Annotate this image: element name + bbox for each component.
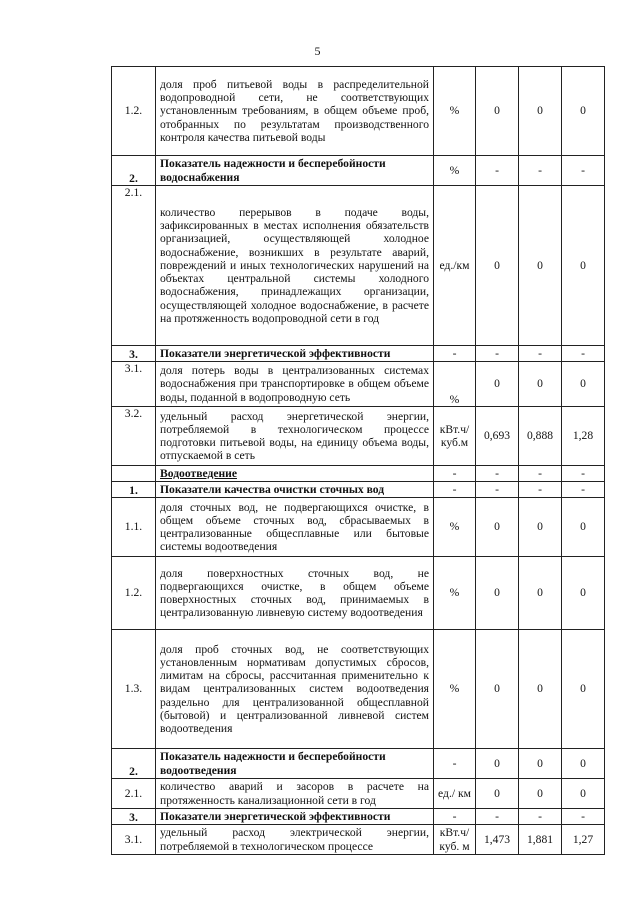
table-row (112, 466, 605, 482)
indicators-table (111, 66, 605, 855)
row-value-2: - (519, 482, 562, 498)
row-description: удельный расход энергетической энергии, потребляемой в технологическом процессе подготовки питьевой воды, на единицу объема воды, отпускаемой в сеть (156, 407, 434, 466)
row-value-3: 1,27 (562, 825, 605, 855)
row-number: 1. (112, 482, 156, 498)
row-description: удельный расход электрической энергии, потребляемой в технологическом процессе (156, 825, 434, 855)
row-description: Показатели качества очистки сточных вод (156, 482, 434, 498)
row-description: Показатели энергетической эффективности (156, 809, 434, 825)
row-number: 3.1. (112, 825, 156, 855)
row-number: 1.2. (112, 67, 156, 156)
row-value-1: 1,473 (476, 825, 519, 855)
table-row (112, 779, 605, 809)
row-value-2: 0,888 (519, 407, 562, 466)
row-number: 2.1. (112, 186, 156, 346)
row-value-3: 0 (562, 557, 605, 630)
row-unit: - (434, 482, 476, 498)
row-value-3: - (562, 809, 605, 825)
row-number: 1.1. (112, 498, 156, 557)
row-number (112, 466, 156, 482)
row-value-3: - (562, 346, 605, 362)
table-row (112, 156, 605, 186)
row-value-1: 0 (476, 498, 519, 557)
row-value-2: 0 (519, 362, 562, 407)
row-value-3: 0 (562, 362, 605, 407)
row-value-1: 0 (476, 557, 519, 630)
row-value-1: 0 (476, 186, 519, 346)
table-row (112, 557, 605, 630)
table-row (112, 630, 605, 749)
row-unit: % (434, 67, 476, 156)
row-description: доля потерь воды в централизованных системах водоснабжения при транспортировке в общем объеме воды, поданной в водопроводную сеть (156, 362, 434, 407)
row-value-1: 0 (476, 362, 519, 407)
row-unit: % (434, 630, 476, 749)
row-description: доля проб сточных вод, не соответствующих установленным нормативам допустимых сбросов, лимитам на сбросы, рассчитанная применительно к видам централизованных систем водоотведения раздельно для централизованной общесплавной (бытовой) и централизованной ливневой систем водоотведения (156, 630, 434, 749)
row-value-1: 0 (476, 67, 519, 156)
row-value-3: 0 (562, 749, 605, 779)
row-value-2: - (519, 156, 562, 186)
row-number: 2.1. (112, 779, 156, 809)
row-unit: % (434, 362, 476, 407)
row-number: 3. (112, 346, 156, 362)
indicators-table-body (112, 67, 605, 855)
row-value-2: 0 (519, 630, 562, 749)
row-value-3: 1,28 (562, 407, 605, 466)
row-value-2: - (519, 346, 562, 362)
row-value-3: 0 (562, 779, 605, 809)
row-value-2: 0 (519, 557, 562, 630)
row-value-2: 0 (519, 779, 562, 809)
row-value-2: 0 (519, 749, 562, 779)
row-value-1: 0 (476, 779, 519, 809)
row-number: 2. (112, 749, 156, 779)
row-value-1: - (476, 346, 519, 362)
row-value-1: - (476, 466, 519, 482)
table-row (112, 67, 605, 156)
row-value-3: - (562, 156, 605, 186)
row-value-2: 0 (519, 67, 562, 156)
table-row (112, 346, 605, 362)
row-unit: - (434, 749, 476, 779)
table-row (112, 825, 605, 855)
row-value-1: 0,693 (476, 407, 519, 466)
row-description: доля поверхностных сточных вод, не подвергающихся очистке, в общем объеме поверхностных сточных вод, принимаемых в централизованную ливневую систему водоотведения (156, 557, 434, 630)
row-description: Водоотведение (156, 466, 434, 482)
row-value-3: 0 (562, 498, 605, 557)
table-row (112, 498, 605, 557)
row-unit: кВт.ч/ куб.м (434, 407, 476, 466)
row-unit: - (434, 466, 476, 482)
row-value-3: 0 (562, 186, 605, 346)
table-row (112, 407, 605, 466)
row-number: 3. (112, 809, 156, 825)
table-row (112, 186, 605, 346)
row-unit: % (434, 557, 476, 630)
page-number: 5 (314, 44, 321, 58)
row-number: 2. (112, 156, 156, 186)
row-value-3: 0 (562, 630, 605, 749)
row-unit: ед./ км (434, 779, 476, 809)
row-value-3: - (562, 482, 605, 498)
row-value-1: - (476, 156, 519, 186)
row-description: доля проб питьевой воды в распределительной водопроводной сети, не соответствующих установленным требованиям, в общем объеме проб, отобранных по результатам производственного контроля качества питьевой воды (156, 67, 434, 156)
row-value-2: - (519, 809, 562, 825)
row-description: доля сточных вод, не подвергающихся очистке, в общем объеме сточных вод, сбрасываемых в централизованные общесплавные или бытовые системы водоотведения (156, 498, 434, 557)
table-row (112, 482, 605, 498)
row-description: количество перерывов в подаче воды, зафиксированных в местах исполнения обязательств организацией, осуществляющей холодное водоснабжение, возникших в результате аварий, повреждений и иных технологических нарушений на объектах центральной системы холодного водоснабжения, принадлежащих организации, осуществляющей холодное водоснабжение, в расчете на протяженность водопроводной сети в год (156, 186, 434, 346)
row-description: Показатель надежности и бесперебойности водоснабжения (156, 156, 434, 186)
row-unit: ед./км (434, 186, 476, 346)
row-description: Показатели энергетической эффективности (156, 346, 434, 362)
row-value-1: - (476, 482, 519, 498)
row-number: 1.2. (112, 557, 156, 630)
table-row (112, 809, 605, 825)
row-value-3: - (562, 466, 605, 482)
row-value-2: 0 (519, 186, 562, 346)
table-row (112, 749, 605, 779)
row-unit: - (434, 346, 476, 362)
row-unit: кВт.ч/ куб. м (434, 825, 476, 855)
row-value-3: 0 (562, 67, 605, 156)
row-value-2: 1,881 (519, 825, 562, 855)
row-description: Показатель надежности и бесперебойности водоотведения (156, 749, 434, 779)
row-unit: - (434, 809, 476, 825)
row-number: 1.3. (112, 630, 156, 749)
row-value-1: - (476, 809, 519, 825)
row-value-2: - (519, 466, 562, 482)
row-value-2: 0 (519, 498, 562, 557)
row-value-1: 0 (476, 630, 519, 749)
row-unit: % (434, 498, 476, 557)
row-value-1: 0 (476, 749, 519, 779)
row-number: 3.2. (112, 407, 156, 466)
row-description: количество аварий и засоров в расчете на протяженность канализационной сети в год (156, 779, 434, 809)
table-row (112, 362, 605, 407)
row-unit: % (434, 156, 476, 186)
row-number: 3.1. (112, 362, 156, 407)
